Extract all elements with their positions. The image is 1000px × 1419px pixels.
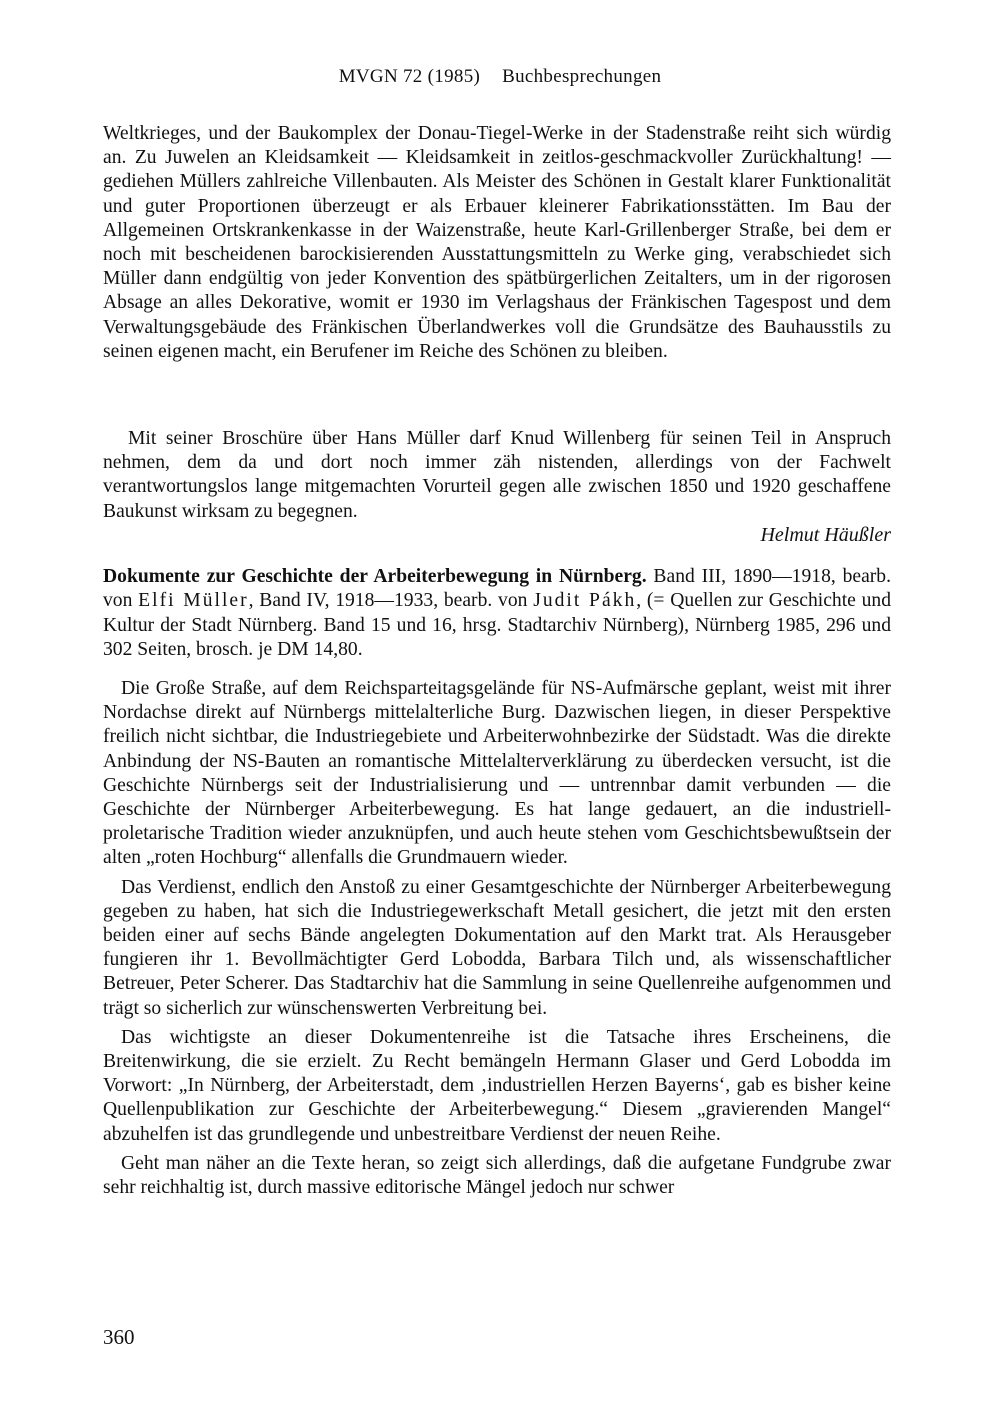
biblio-text: Band III, 1890—1918, bearb. von <box>103 566 891 612</box>
journal-citation: MVGN 72 (1985) <box>338 66 481 87</box>
section-title: Buchbesprechungen <box>502 66 662 87</box>
continued-review-paragraph-2 <box>103 427 891 524</box>
body-paragraph: Das Verdienst, endlich den Anstoß zu einer Gesamtgeschichte der Nürnberger Arbeiterbewegung gegeben zu haben, hat sich die Industriegewerkschaft Metall gesichert, die jetzt mit den ersten beiden einer auf sechs Bände angelegten Dokumentation auf den Markt trat. Als Herausgeber fungieren ihr 1. Bevollmächtigter Gerd Lobodda, Barbara Tilch und, als wissenschaftlicher Betreuer, Peter Scherer. Das Stadtarchiv hat die Sammlung in seine Quellenreihe aufgenommen und trägt so sicherlich zur wünschenswerten Verbreitung bei. <box>103 876 891 1019</box>
biblio-text: , (= Quellen zur Geschichte und Kultur der Stadt Nürnberg. Band 15 und 16, hrsg. Stadtarchiv Nürnberg), Nürnberg 1985, 296 und 302 Seiten, brosch. je DM 14,80. <box>103 590 892 661</box>
continued-review-paragraph-1 <box>103 122 891 364</box>
body-paragraph: Mit seiner Broschüre über Hans Müller darf Knud Willenberg für seinen Teil in Anspruch nehmen, dem da und dort noch immer zäh nistenden, allerdings von der Fachwelt verantwortungslos lange mitgemachten Vorurteil gegen alle zwischen 1850 und 1920 geschaffene Baukunst wirksam zu begegnen. <box>103 428 891 522</box>
reviewer-signature: Helmut Häußler <box>760 524 891 546</box>
body-paragraph: Das wichtigste an dieser Dokumentenreihe ist die Tatsache ihres Erscheinens, die Breitenwirkung, die sie erzielt. Zu Recht bemängeln Hermann Glaser und Gerd Lobodda im Vorwort: „In Nürnberg, der Arbeiterstadt, dem ‚industriellen Herzen Bayerns‘, gab es bisher keine Quellenpublikation zur Geschichte der Arbeiterbewegung.“ Diesem „gravierenden Mangel“ abzuhelfen ist das grundlegende und unbestreitbare Verdienst der neuen Reihe. <box>103 1026 891 1145</box>
review-body <box>103 677 891 1205</box>
book-title: Dokumente zur Geschichte der Arbeiterbewegung in Nürnberg. <box>103 566 647 587</box>
page-number: 360 <box>103 1325 135 1349</box>
running-header <box>0 66 1000 88</box>
editor-name: Elfi Müller <box>138 590 249 612</box>
body-paragraph: Die Große Straße, auf dem Reichsparteitagsgelände für NS-Aufmärsche geplant, weist mit ihrer Nordachse direkt auf Nürnbergs mittelalterliche Burg. Dazwischen liegen, in dieser Perspektive freilich nicht sichtbar, die Industriegebiete und Arbeiterwohnbezirke der Südstadt. Was die direkte Anbindung der NS-Bauten an romantische Mittelalterverklärung zu überdecken versucht, ist die Geschichte Nürnbergs seit der Industrialisierung und — untrennbar damit verbunden — die Geschichte der Nürnberger Arbeiterbewegung. Es hat lange gedauert, an die industriell-proletarische Tradition wieder anzuknüpfen, und auch heute stehen vom Geschichtsbewußtsein der alten „roten Hochburg“ allenfalls die Grundmauern wieder. <box>103 678 891 869</box>
biblio-text: , Band IV, 1918—1933, bearb. von <box>248 590 534 612</box>
review-bibliography <box>103 565 891 663</box>
body-paragraph: Geht man näher an die Texte heran, so zeigt sich allerdings, daß die aufgetane Fundgrube zwar sehr reichhaltig ist, durch massive editorische Mängel jedoch nur schwer <box>103 1152 891 1199</box>
body-paragraph: Weltkrieges, und der Baukomplex der Donau-Tiegel-Werke in der Stadenstraße reiht sich würdig an. Zu Juwelen an Kleidsamkeit — Kleidsamkeit in zeitlos-geschmackvoller Zurückhaltung! — gediehen Müllers zahlreiche Villenbauten. Als Meister des Schönen in Gestalt klarer Funktionalität und guter Proportionen überzeugt er als Erbauer kleinerer Fabrikationsstätten. Im Bau der Allgemeinen Ortskrankenkasse in der Waizenstraße, heute Karl-Grillenberger Straße, bei dem er noch mit bescheidenen barockisierenden Ausstattungsmitteln zu Werke ging, verabschiedet sich Müller dann endgültig von jeder Konvention des spätbürgerlichen Zeitalters, um in der rigorosen Absage an alles Dekorative, womit er 1930 im Verlagshaus der Fränkischen Tagespost und dem Verwaltungsgebäude des Fränkischen Überlandwerkes voll die Grundsätze des Bauhausstils zu seinen eigenen macht, ein Berufener im Reiche des Schönen zu bleiben. <box>103 123 891 362</box>
editor-name: Judit Pákh <box>533 590 637 612</box>
